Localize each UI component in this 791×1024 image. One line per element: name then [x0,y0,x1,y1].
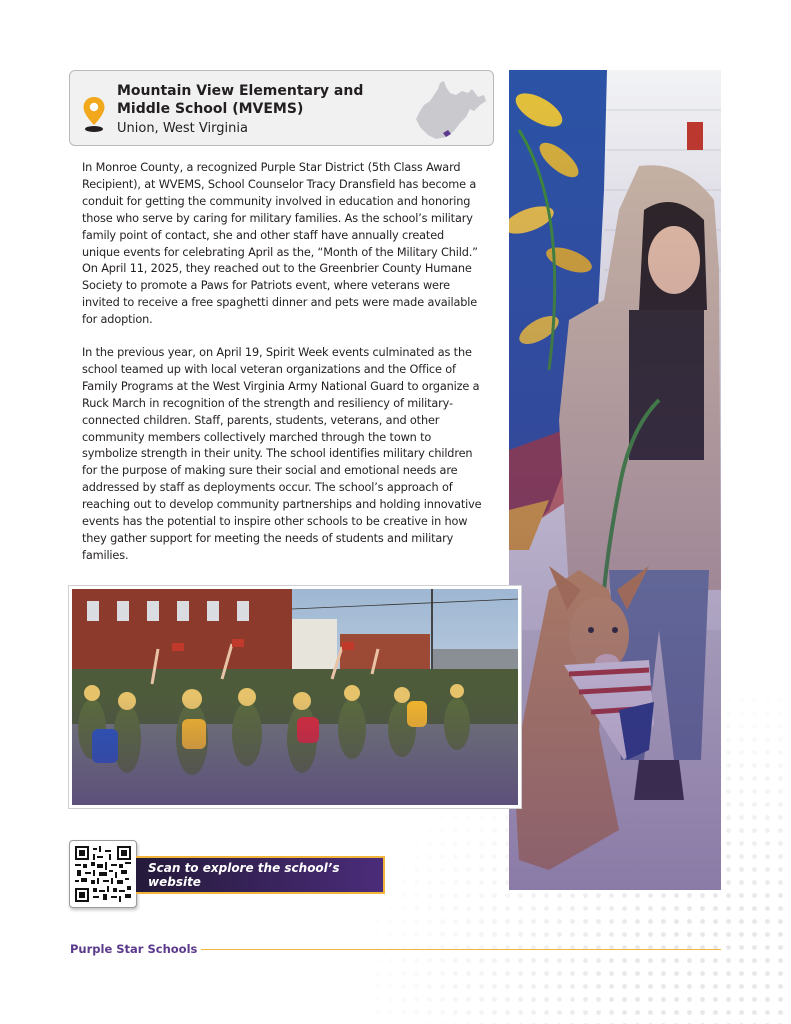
scan-website-label: Scan to explore the school’s website [148,861,340,889]
body-paragraph-2: In the previous year, on April 19, Spirit Week events culminated as the school teamed up with local veteran organizations and the Office of Family Programs at the West Virginia Army National Guard to organize a Ruck March in recognition of the strength and resiliency of military-connected children. Staff, parents, students, veterans, and other community members collectively marched through the town to symbolize strength in their unity. The school identifies military children for the purpose of making sure their social and emotional needs are addressed by staff as deployments occur. The school’s approach of reaching out to develop community partnerships and holding innovative events has the potential to inspire other schools to be creative in how they gather support for meeting the needs of students and military families. [82,346,482,562]
school-location: Union, West Virginia [117,121,248,136]
student-with-dog-photo [509,70,721,890]
west-virginia-map-icon [410,75,490,143]
school-name: Mountain View Elementary and Middle School (MVEMS) [117,83,364,117]
location-pin-icon [82,95,106,133]
scan-website-button[interactable] [136,856,385,894]
qr-code-icon[interactable] [69,840,137,908]
school-header-card [69,70,494,146]
ruck-march-crowd-photo [69,586,521,808]
body-paragraph-1: In Monroe County, a recognized Purple Star District (5th Class Award Recipient), at WVEMS, School Counselor Tracy Dransfield has become a conduit for getting the community involved in education and honoring those who serve by caring for military families. As the school’s military family point of contact, she and other staff have annually created unique events for celebrating April as the, “Month of the Military Child.” On April 11, 2025, they reached out to the Greenbrier County Humane Society to promote a Paws for Patriots event, where veterans were invited to receive a free spaghetti dinner and pets were made available for adoption. [82,161,478,327]
footer-divider [201,949,721,950]
footer-label: Purple Star Schools [70,942,198,956]
